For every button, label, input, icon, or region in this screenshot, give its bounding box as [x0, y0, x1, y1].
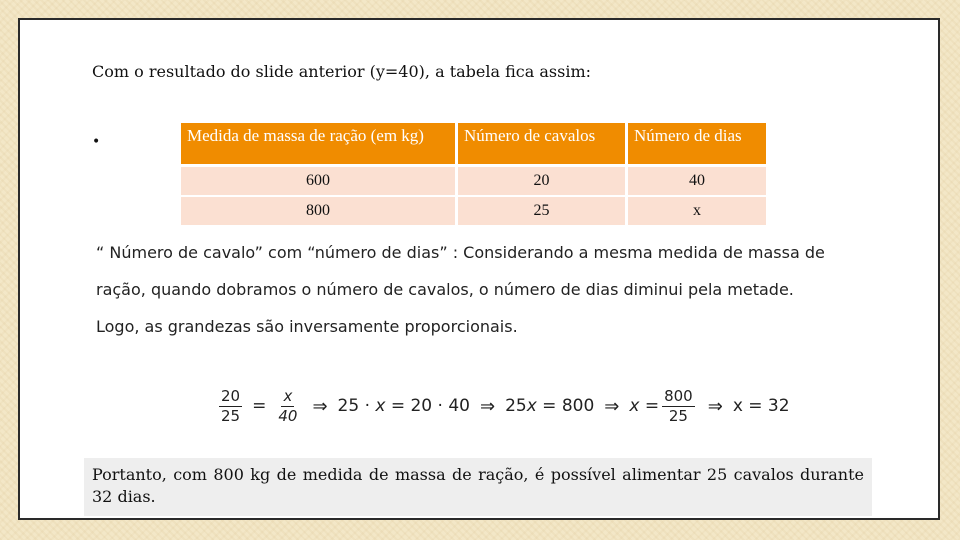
table-header-row — [181, 123, 766, 167]
implies-arrow-icon: ⇒ — [604, 395, 620, 417]
explanation-line: “ Número de cavalo” com “número de dias” : Considerando a mesma medida de massa de — [96, 243, 825, 262]
equation-step: x = — [629, 396, 660, 416]
cell-horses: 20 — [458, 167, 628, 197]
equals-sign: = — [252, 396, 267, 416]
proportion-table — [181, 123, 766, 227]
table-row — [181, 197, 766, 227]
explanation-line: ração, quando dobramos o número de cavalos, o número de dias diminui pela metade. — [96, 280, 794, 299]
bullet-point: • — [92, 134, 101, 150]
fraction-800-25: $\frac{800}{25}$ — [664, 386, 693, 425]
table-row — [181, 167, 766, 197]
header-feed-mass: Medida de massa de ração (em kg) — [181, 123, 458, 167]
fraction-20-25: $\frac{20}{25}$ — [221, 386, 241, 425]
cell-mass: 800 — [181, 197, 458, 227]
intro-text: Com o resultado do slide anterior (y=40), a tabela fica assim: — [92, 62, 592, 81]
conclusion-box: Portanto, com 800 kg de medida de massa de ração, é possível alimentar 25 cavalos durante 32 dias. — [84, 458, 872, 516]
explanation-paragraph — [96, 234, 876, 345]
slide — [18, 18, 940, 520]
explanation-line: Logo, as grandezas são inversamente proporcionais. — [96, 317, 518, 336]
cell-days: 40 — [628, 167, 766, 197]
header-days: Número de dias — [628, 123, 766, 167]
equation-result: x = 32 — [732, 396, 790, 416]
cell-days: x — [628, 197, 766, 227]
cell-horses: 25 — [458, 197, 628, 227]
implies-arrow-icon: ⇒ — [479, 395, 496, 417]
implies-arrow-icon: ⇒ — [312, 395, 328, 417]
fraction-x-40: $\frac{x}{40}$ — [278, 386, 298, 425]
equation — [216, 381, 790, 431]
header-horses: Número de cavalos — [458, 123, 628, 167]
equation-step: 25 · x = 20 · 40 — [337, 396, 470, 416]
implies-arrow-icon: ⇒ — [707, 395, 723, 417]
cell-mass: 600 — [181, 167, 458, 197]
equation-step: 25x = 800 — [505, 396, 595, 416]
